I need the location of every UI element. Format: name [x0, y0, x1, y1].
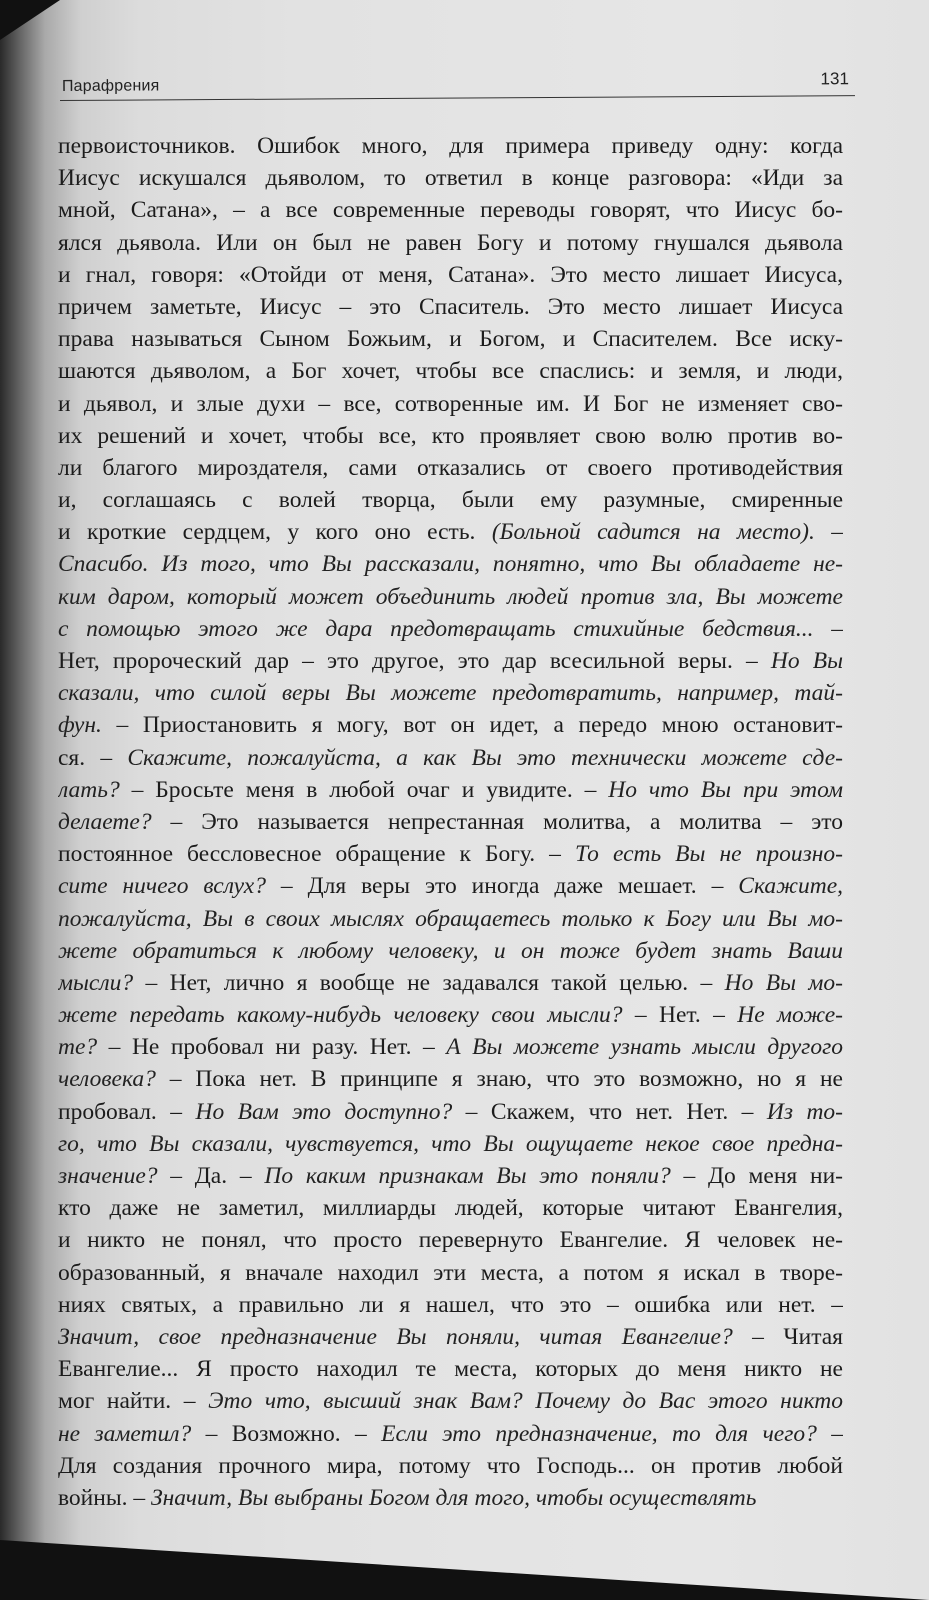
- text-segment: кто даже не заметил, миллиарды людей, которые читают Евангелия,: [58, 1195, 843, 1222]
- italic-segment: Не може-: [737, 1002, 843, 1029]
- italic-segment: пожалуйста, Вы в своих мыслях обращаетесь только к Богу или Вы мо-: [58, 905, 843, 932]
- text-line: [58, 484, 843, 516]
- text-segment: Не пробовал ни разу. Нет. –: [131, 1034, 447, 1061]
- text-segment: Читая: [783, 1323, 843, 1350]
- italic-segment: значение? –: [58, 1163, 195, 1189]
- text-segment: ли благого мироздателя, сами отказались от своего противодействия: [58, 454, 843, 481]
- text-segment: Евангелие... Я просто находил те места, которых до меня никто не: [58, 1356, 843, 1383]
- text-line: [58, 774, 843, 806]
- text-line: [58, 581, 843, 613]
- text-segment: пробовал. –: [58, 1098, 196, 1125]
- text-segment: мной, Сатана», – а все современные переводы говорят, что Иисус бо-: [58, 197, 843, 224]
- text-line: [58, 323, 843, 355]
- italic-segment: Скажите,: [738, 873, 843, 900]
- text-segment: войны. –: [58, 1484, 152, 1511]
- italic-segment: Из то-: [766, 1098, 843, 1125]
- text-line: [58, 516, 843, 548]
- italic-segment: ким даром, который может объединить людей против зла, Вы можете: [58, 583, 843, 610]
- italic-segment: (Больной садится на место). –: [491, 519, 843, 546]
- italic-segment: Значит, Вы выбраны Богом для того, чтобы осуществлять: [151, 1484, 757, 1511]
- text-segment: и, соглашаясь с волей творца, были ему разумные, смиренные: [58, 487, 843, 514]
- text-line: [58, 838, 843, 870]
- text-line: [58, 1482, 843, 1514]
- text-line: [58, 130, 843, 162]
- italic-segment: Спасибо. Из того, что Вы рассказали, понятно, что Вы обладаете не-: [58, 551, 843, 578]
- text-line: [58, 677, 843, 709]
- text-line: [58, 1321, 843, 1353]
- text-segment: Возможно. –: [231, 1420, 382, 1447]
- text-segment: Бросьте меня в любой очаг и увидите. –: [155, 776, 609, 803]
- italic-segment: По каким признакам Вы это поняли? –: [264, 1163, 708, 1189]
- text-line: [58, 1224, 843, 1256]
- text-line: [58, 1353, 843, 1385]
- italic-segment: не заметил? –: [58, 1420, 232, 1447]
- running-header: [60, 67, 855, 101]
- text-segment: Для создания прочного мира, потому что Господь... он против любой: [58, 1452, 843, 1479]
- italic-segment: Если это предназначение, то для чего? –: [381, 1420, 843, 1447]
- dark-corner-top: [0, 0, 60, 40]
- text-line: [58, 742, 843, 774]
- italic-segment: лать? –: [58, 776, 156, 803]
- text-line: [58, 227, 843, 259]
- italic-segment: сите ничего вслух? –: [58, 873, 308, 900]
- text-segment: их решений и хочет, чтобы все, кто проявляет свою волю против во-: [58, 422, 843, 449]
- text-line: [58, 709, 843, 741]
- italic-segment: фун. –: [58, 712, 143, 739]
- text-line: [58, 548, 843, 580]
- text-line: [58, 1450, 843, 1482]
- text-segment: Пока нет. В принципе я знаю, что это возможно, но я не: [195, 1066, 843, 1093]
- text-line: [58, 1096, 843, 1128]
- italic-segment: делаете? –: [58, 808, 202, 835]
- italic-segment: с помощью этого же дара предотвращать стихийные бедствия... –: [58, 615, 843, 642]
- text-segment: постоянное бессловесное обращение к Богу. –: [58, 841, 575, 868]
- text-line: [58, 1063, 843, 1095]
- italic-segment: жете передать какому-нибудь человеку свои мысли? –: [58, 1002, 659, 1029]
- italic-segment: мысли? –: [58, 969, 170, 996]
- text-segment: Нет, лично я вообще не задавался такой целью. –: [169, 969, 725, 996]
- italic-segment: Но Вы мо-: [724, 969, 843, 996]
- text-segment: первоисточников. Ошибок много, для примера приведу одну: когда: [58, 133, 843, 159]
- text-segment: Да. –: [194, 1163, 265, 1189]
- text-segment: Приостановить я могу, вот он идет, а передо мною остановит-: [142, 712, 843, 739]
- text-segment: права называться Сыном Божьим, и Богом, и Спасителем. Все иску-: [58, 326, 843, 353]
- text-segment: Это называется непрестанная молитва, а молитва – это: [201, 808, 843, 835]
- text-segment: До меня ни-: [708, 1163, 843, 1189]
- text-line: [58, 1289, 843, 1321]
- text-line: [58, 1031, 843, 1063]
- text-segment: Нет, пророческий дар – это другое, это дар всесильной веры. –: [58, 648, 771, 674]
- text-segment: Иисус искушался дьяволом, то ответил в конце разговора: «Иди за: [58, 165, 843, 192]
- italic-segment: Это что, высший знак Вам? Почему до Вас этого никто: [208, 1388, 843, 1415]
- text-line: [58, 1160, 843, 1192]
- text-line: [58, 870, 843, 902]
- text-segment: причем заметьте, Иисус – это Спаситель. Это место лишает Иисуса: [58, 293, 843, 320]
- text-segment: и кроткие сердцем, у кого оно есть.: [58, 519, 492, 546]
- italic-segment: человека? –: [58, 1066, 196, 1093]
- text-segment: шаются дьяволом, а Бог хочет, чтобы все спаслись: и земля, и люди,: [58, 358, 843, 385]
- text-segment: Скажем, что нет. Нет. –: [490, 1098, 767, 1125]
- text-line: [58, 1257, 843, 1289]
- text-segment: образованный, я вначале находил эти места, а потом я искал в творе-: [58, 1259, 843, 1286]
- italic-segment: сказали, что силой веры Вы можете предотвратить, например, тай-: [58, 680, 843, 707]
- text-line: [58, 452, 843, 484]
- text-segment: ниях святых, а правильно ли я нашел, что это – ошибка или нет. –: [58, 1291, 843, 1318]
- header-title: Парафрения: [61, 77, 160, 95]
- text-segment: и гнал, говоря: «Отойди от меня, Сатана». Это место лишает Иисуса,: [58, 261, 843, 288]
- page-number: 131: [820, 69, 849, 89]
- text-line: [58, 645, 843, 677]
- text-segment: ся. –: [58, 744, 128, 771]
- text-segment: Для веры это иногда даже мешает. –: [307, 873, 739, 900]
- text-line: [58, 162, 843, 194]
- italic-segment: Но Вы: [770, 648, 843, 674]
- italic-segment: Значит, свое предназначение Вы поняли, читая Евангелие? –: [58, 1323, 784, 1350]
- text-segment: и никто не понял, что просто перевернуто Евангелие. Я человек не-: [58, 1227, 843, 1254]
- italic-segment: Но что Вы при этом: [608, 776, 843, 803]
- italic-segment: Скажите, пожалуйста, а как Вы это технически можете сде-: [127, 744, 843, 771]
- text-line: [58, 194, 843, 226]
- text-line: [58, 1418, 843, 1450]
- dark-corner-bottom: [0, 1540, 929, 1600]
- text-line: [58, 999, 843, 1031]
- text-segment: Нет. –: [659, 1002, 738, 1029]
- text-segment: и дьявол, и злые духи – все, сотворенные им. И Бог не изменяет сво-: [58, 390, 843, 417]
- text-line: [58, 355, 843, 387]
- text-line: [58, 259, 843, 291]
- text-line: [58, 967, 843, 999]
- text-line: [58, 388, 843, 420]
- text-line: [58, 613, 843, 645]
- text-line: [58, 291, 843, 323]
- italic-segment: А Вы можете узнать мысли другого: [446, 1034, 843, 1061]
- text-line: [58, 1128, 843, 1160]
- italic-segment: го, что Вы сказали, чувствуется, что Вы ощущаете некое свое предна-: [58, 1130, 843, 1157]
- italic-segment: То есть Вы не произно-: [574, 841, 843, 868]
- text-line: [58, 935, 843, 967]
- body-text: [58, 130, 843, 1511]
- text-line: [58, 806, 843, 838]
- italic-segment: жете обратиться к любому человеку, и он тоже будет знать Ваши: [58, 937, 843, 964]
- text-segment: ялся дьявола. Или он был не равен Богу и потому гнушался дьявола: [58, 229, 843, 256]
- text-line: [58, 903, 843, 935]
- text-line: [58, 1385, 843, 1417]
- italic-segment: Но Вам это доступно? –: [195, 1098, 491, 1125]
- italic-segment: те? –: [58, 1034, 132, 1061]
- text-segment: мог найти. –: [58, 1388, 209, 1415]
- text-line: [58, 420, 843, 452]
- text-line: [58, 1192, 843, 1224]
